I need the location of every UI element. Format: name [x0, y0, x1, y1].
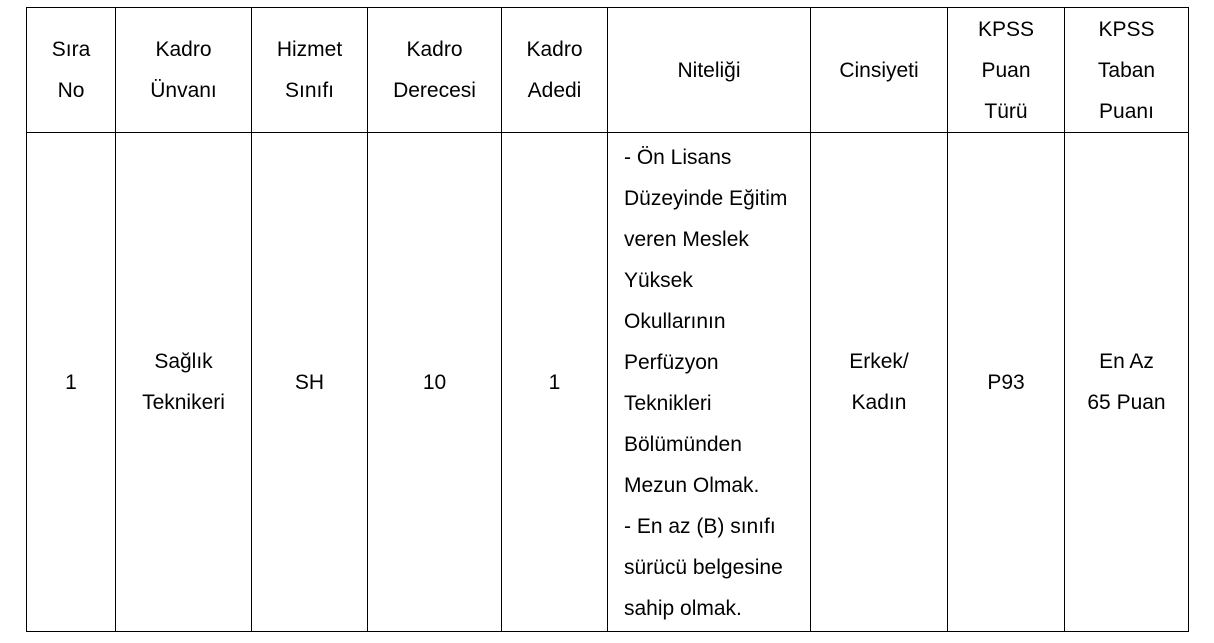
header-sira-no-label: Sıra No [51, 38, 91, 102]
header-kpss-puan-turu-label: KPSS Puan Türü [977, 17, 1035, 123]
cell-kadro-unvani [116, 133, 252, 632]
cell-hizmet-sinifi-value: SH [294, 370, 325, 394]
table-body [27, 133, 1189, 632]
header-kadro-unvani-label: Kadro Ünvanı [150, 38, 217, 102]
cell-kpss-puan-turu-value: P93 [987, 370, 1025, 394]
kadro-table [26, 7, 1189, 632]
header-niteligi-label: Niteliği [677, 58, 741, 82]
header-kadro-derecesi [368, 8, 502, 133]
header-cinsiyeti [811, 8, 948, 133]
cell-kadro-derecesi [368, 133, 502, 632]
cell-kpss-taban-puani [1065, 133, 1189, 632]
table-row [27, 133, 1189, 632]
header-cinsiyeti-label: Cinsiyeti [839, 58, 919, 82]
table-header [27, 8, 1189, 133]
cell-kadro-adedi [502, 133, 608, 632]
header-niteligi [608, 8, 811, 133]
header-kadro-derecesi-label: Kadro Derecesi [393, 38, 476, 102]
header-kadro-unvani [116, 8, 252, 133]
cell-sira-no-value: 1 [65, 370, 77, 394]
cell-kadro-derecesi-value: 10 [422, 370, 447, 394]
header-kpss-taban-puani-label: KPSS Taban Puanı [1097, 17, 1156, 123]
cell-cinsiyeti-value: Erkek/ Kadın [849, 350, 909, 414]
cell-niteligi-value: - Ön Lisans Düzeyinde Eğitim veren Meslek Yüksek Okullarının Perfüzyon Teknikleri Bölümünden Mezun Olmak. - En az (B) sınıfı sürücü belgesine sahip olmak. [624, 146, 788, 620]
cell-hizmet-sinifi [252, 133, 368, 632]
cell-kpss-taban-puani-value: En Az 65 Puan [1087, 350, 1166, 414]
cell-kadro-adedi-value: 1 [548, 370, 561, 394]
header-kpss-puan-turu [948, 8, 1065, 133]
header-kpss-taban-puani [1065, 8, 1189, 133]
header-hizmet-sinifi [252, 8, 368, 133]
header-sira-no [27, 8, 116, 133]
cell-sira-no [27, 133, 116, 632]
header-row [27, 8, 1189, 133]
header-hizmet-sinifi-label: Hizmet Sınıfı [276, 38, 343, 102]
header-kadro-adedi-label: Kadro Adedi [526, 38, 583, 102]
header-kadro-adedi [502, 8, 608, 133]
cell-kpss-puan-turu [948, 133, 1065, 632]
cell-kadro-unvani-value: Sağlık Teknikeri [142, 350, 225, 414]
cell-cinsiyeti [811, 133, 948, 632]
cell-niteligi [608, 133, 811, 632]
